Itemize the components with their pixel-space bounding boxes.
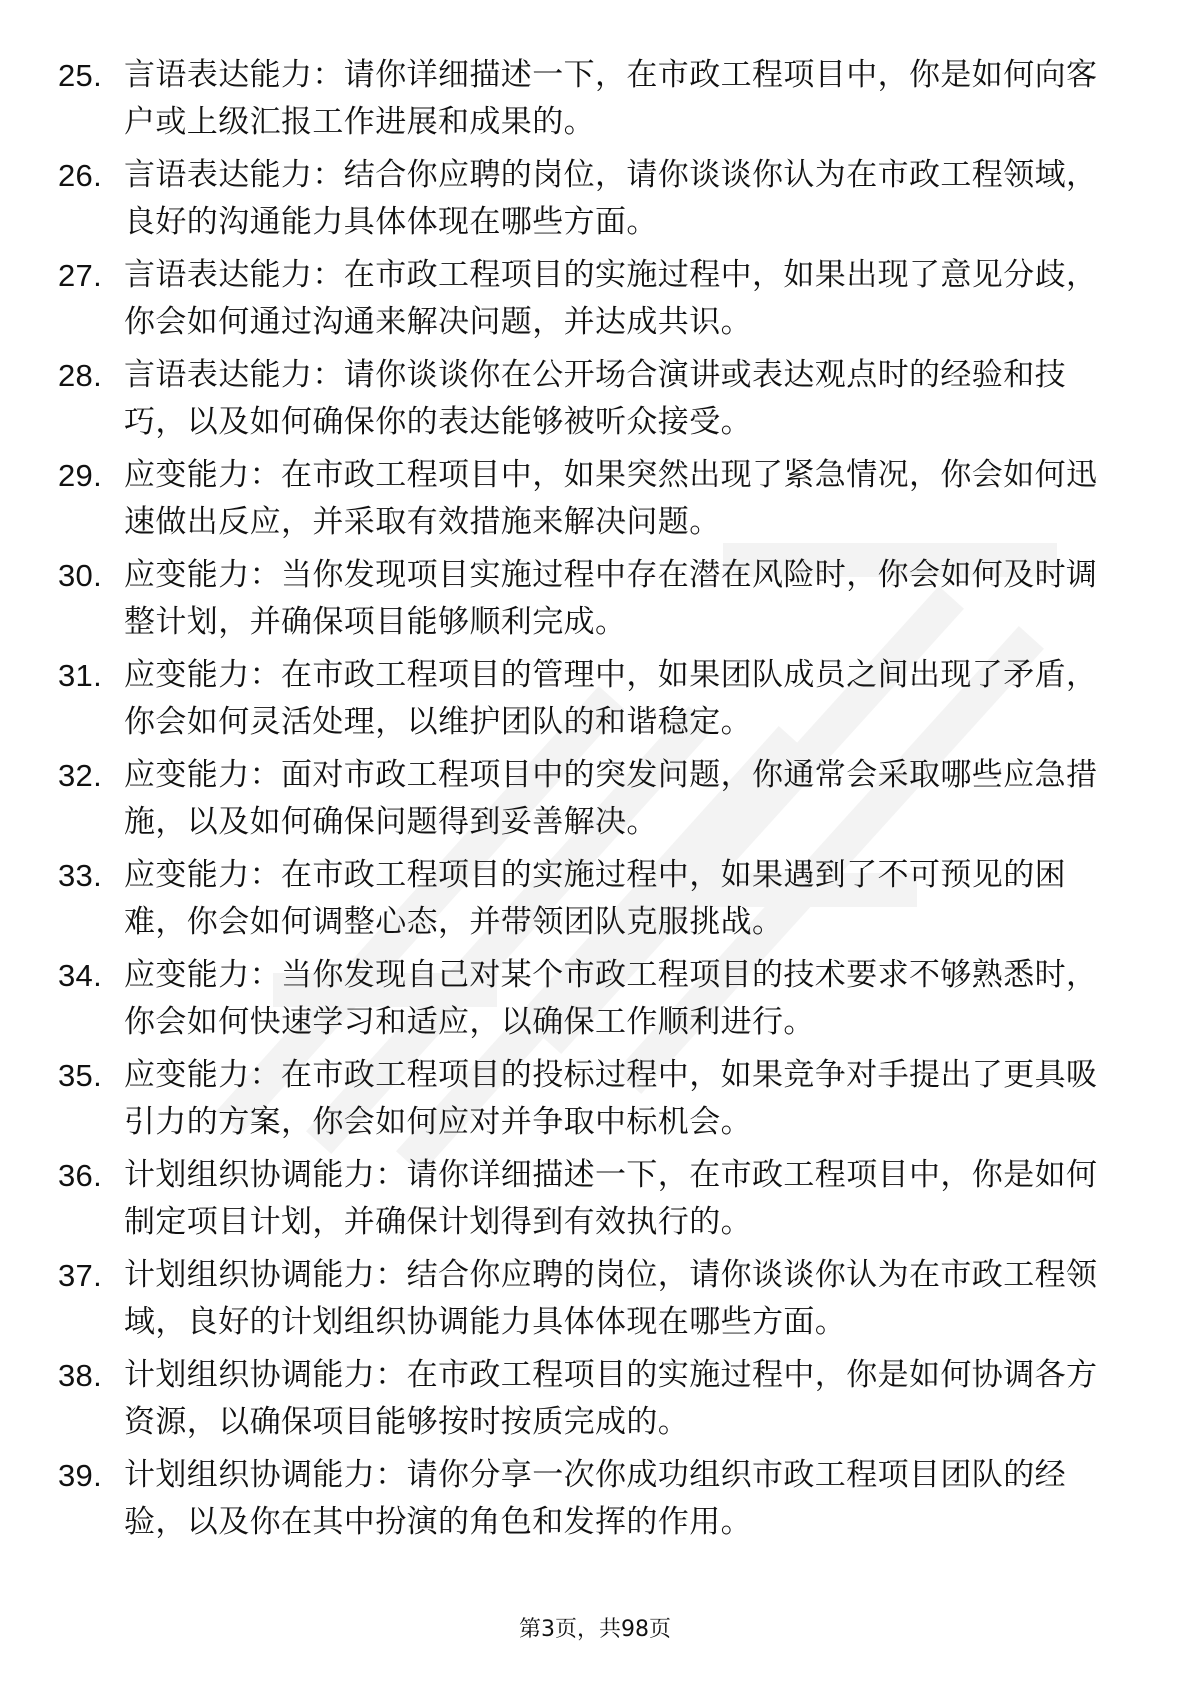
question-number: 28. bbox=[58, 358, 102, 393]
question-text: 应变能力：当你发现自己对某个市政工程项目的技术要求不够熟悉时，你会如何快速学习和适应，以确保工作顺利进行。 bbox=[124, 957, 1098, 1040]
question-item bbox=[58, 1352, 1110, 1452]
question-item bbox=[58, 1252, 1110, 1352]
question-item bbox=[58, 952, 1110, 1052]
question-text: 应变能力：在市政工程项目的管理中，如果团队成员之间出现了矛盾，你会如何灵活处理，以维护团队的和谐稳定。 bbox=[124, 657, 1098, 740]
question-number: 36. bbox=[58, 1158, 102, 1193]
question-text: 计划组织协调能力：请你详细描述一下，在市政工程项目中，你是如何制定项目计划，并确保计划得到有效执行的。 bbox=[124, 1157, 1098, 1240]
page-footer: 第3页，共98页 bbox=[519, 1617, 671, 1642]
question-number: 32. bbox=[58, 758, 102, 793]
question-item bbox=[58, 1052, 1110, 1152]
question-number: 35. bbox=[58, 1058, 102, 1093]
question-number: 37. bbox=[58, 1258, 102, 1293]
question-list bbox=[58, 52, 1110, 1552]
question-number: 31. bbox=[58, 658, 102, 693]
question-item bbox=[58, 852, 1110, 952]
question-number: 39. bbox=[58, 1458, 102, 1493]
question-item bbox=[58, 552, 1110, 652]
question-text: 计划组织协调能力：结合你应聘的岗位，请你谈谈你认为在市政工程领域，良好的计划组织协调能力具体体现在哪些方面。 bbox=[124, 1257, 1098, 1340]
question-item bbox=[58, 152, 1110, 252]
question-number: 27. bbox=[58, 258, 102, 293]
question-text: 应变能力：面对市政工程项目中的突发问题，你通常会采取哪些应急措施，以及如何确保问题得到妥善解决。 bbox=[124, 757, 1098, 840]
question-text: 应变能力：在市政工程项目的投标过程中，如果竞争对手提出了更具吸引力的方案，你会如何应对并争取中标机会。 bbox=[124, 1057, 1098, 1140]
question-item bbox=[58, 452, 1110, 552]
question-text: 言语表达能力：在市政工程项目的实施过程中，如果出现了意见分歧，你会如何通过沟通来解决问题，并达成共识。 bbox=[124, 257, 1098, 340]
question-number: 38. bbox=[58, 1358, 102, 1393]
question-item bbox=[58, 1452, 1110, 1552]
question-text: 言语表达能力：请你详细描述一下，在市政工程项目中，你是如何向客户或上级汇报工作进展和成果的。 bbox=[124, 57, 1098, 140]
question-number: 33. bbox=[58, 858, 102, 893]
question-item bbox=[58, 252, 1110, 352]
question-number: 29. bbox=[58, 458, 102, 493]
question-text: 应变能力：在市政工程项目的实施过程中，如果遇到了不可预见的困难，你会如何调整心态，并带领团队克服挑战。 bbox=[124, 857, 1066, 940]
question-number: 25. bbox=[58, 58, 102, 93]
question-item bbox=[58, 352, 1110, 452]
question-text: 应变能力：当你发现项目实施过程中存在潜在风险时，你会如何及时调整计划，并确保项目能够顺利完成。 bbox=[124, 557, 1098, 640]
question-item bbox=[58, 652, 1110, 752]
question-text: 计划组织协调能力：在市政工程项目的实施过程中，你是如何协调各方资源，以确保项目能够按时按质完成的。 bbox=[124, 1357, 1098, 1440]
question-text: 应变能力：在市政工程项目中，如果突然出现了紧急情况，你会如何迅速做出反应，并采取有效措施来解决问题。 bbox=[124, 457, 1098, 540]
question-number: 30. bbox=[58, 558, 102, 593]
question-text: 言语表达能力：请你谈谈你在公开场合演讲或表达观点时的经验和技巧，以及如何确保你的表达能够被听众接受。 bbox=[124, 357, 1066, 440]
question-item bbox=[58, 1152, 1110, 1252]
question-text: 言语表达能力：结合你应聘的岗位，请你谈谈你认为在市政工程领域，良好的沟通能力具体体现在哪些方面。 bbox=[124, 157, 1098, 240]
question-text: 计划组织协调能力：请你分享一次你成功组织市政工程项目团队的经验，以及你在其中扮演的角色和发挥的作用。 bbox=[124, 1457, 1066, 1540]
question-item bbox=[58, 52, 1110, 152]
question-number: 26. bbox=[58, 158, 102, 193]
question-number: 34. bbox=[58, 958, 102, 993]
question-item bbox=[58, 752, 1110, 852]
